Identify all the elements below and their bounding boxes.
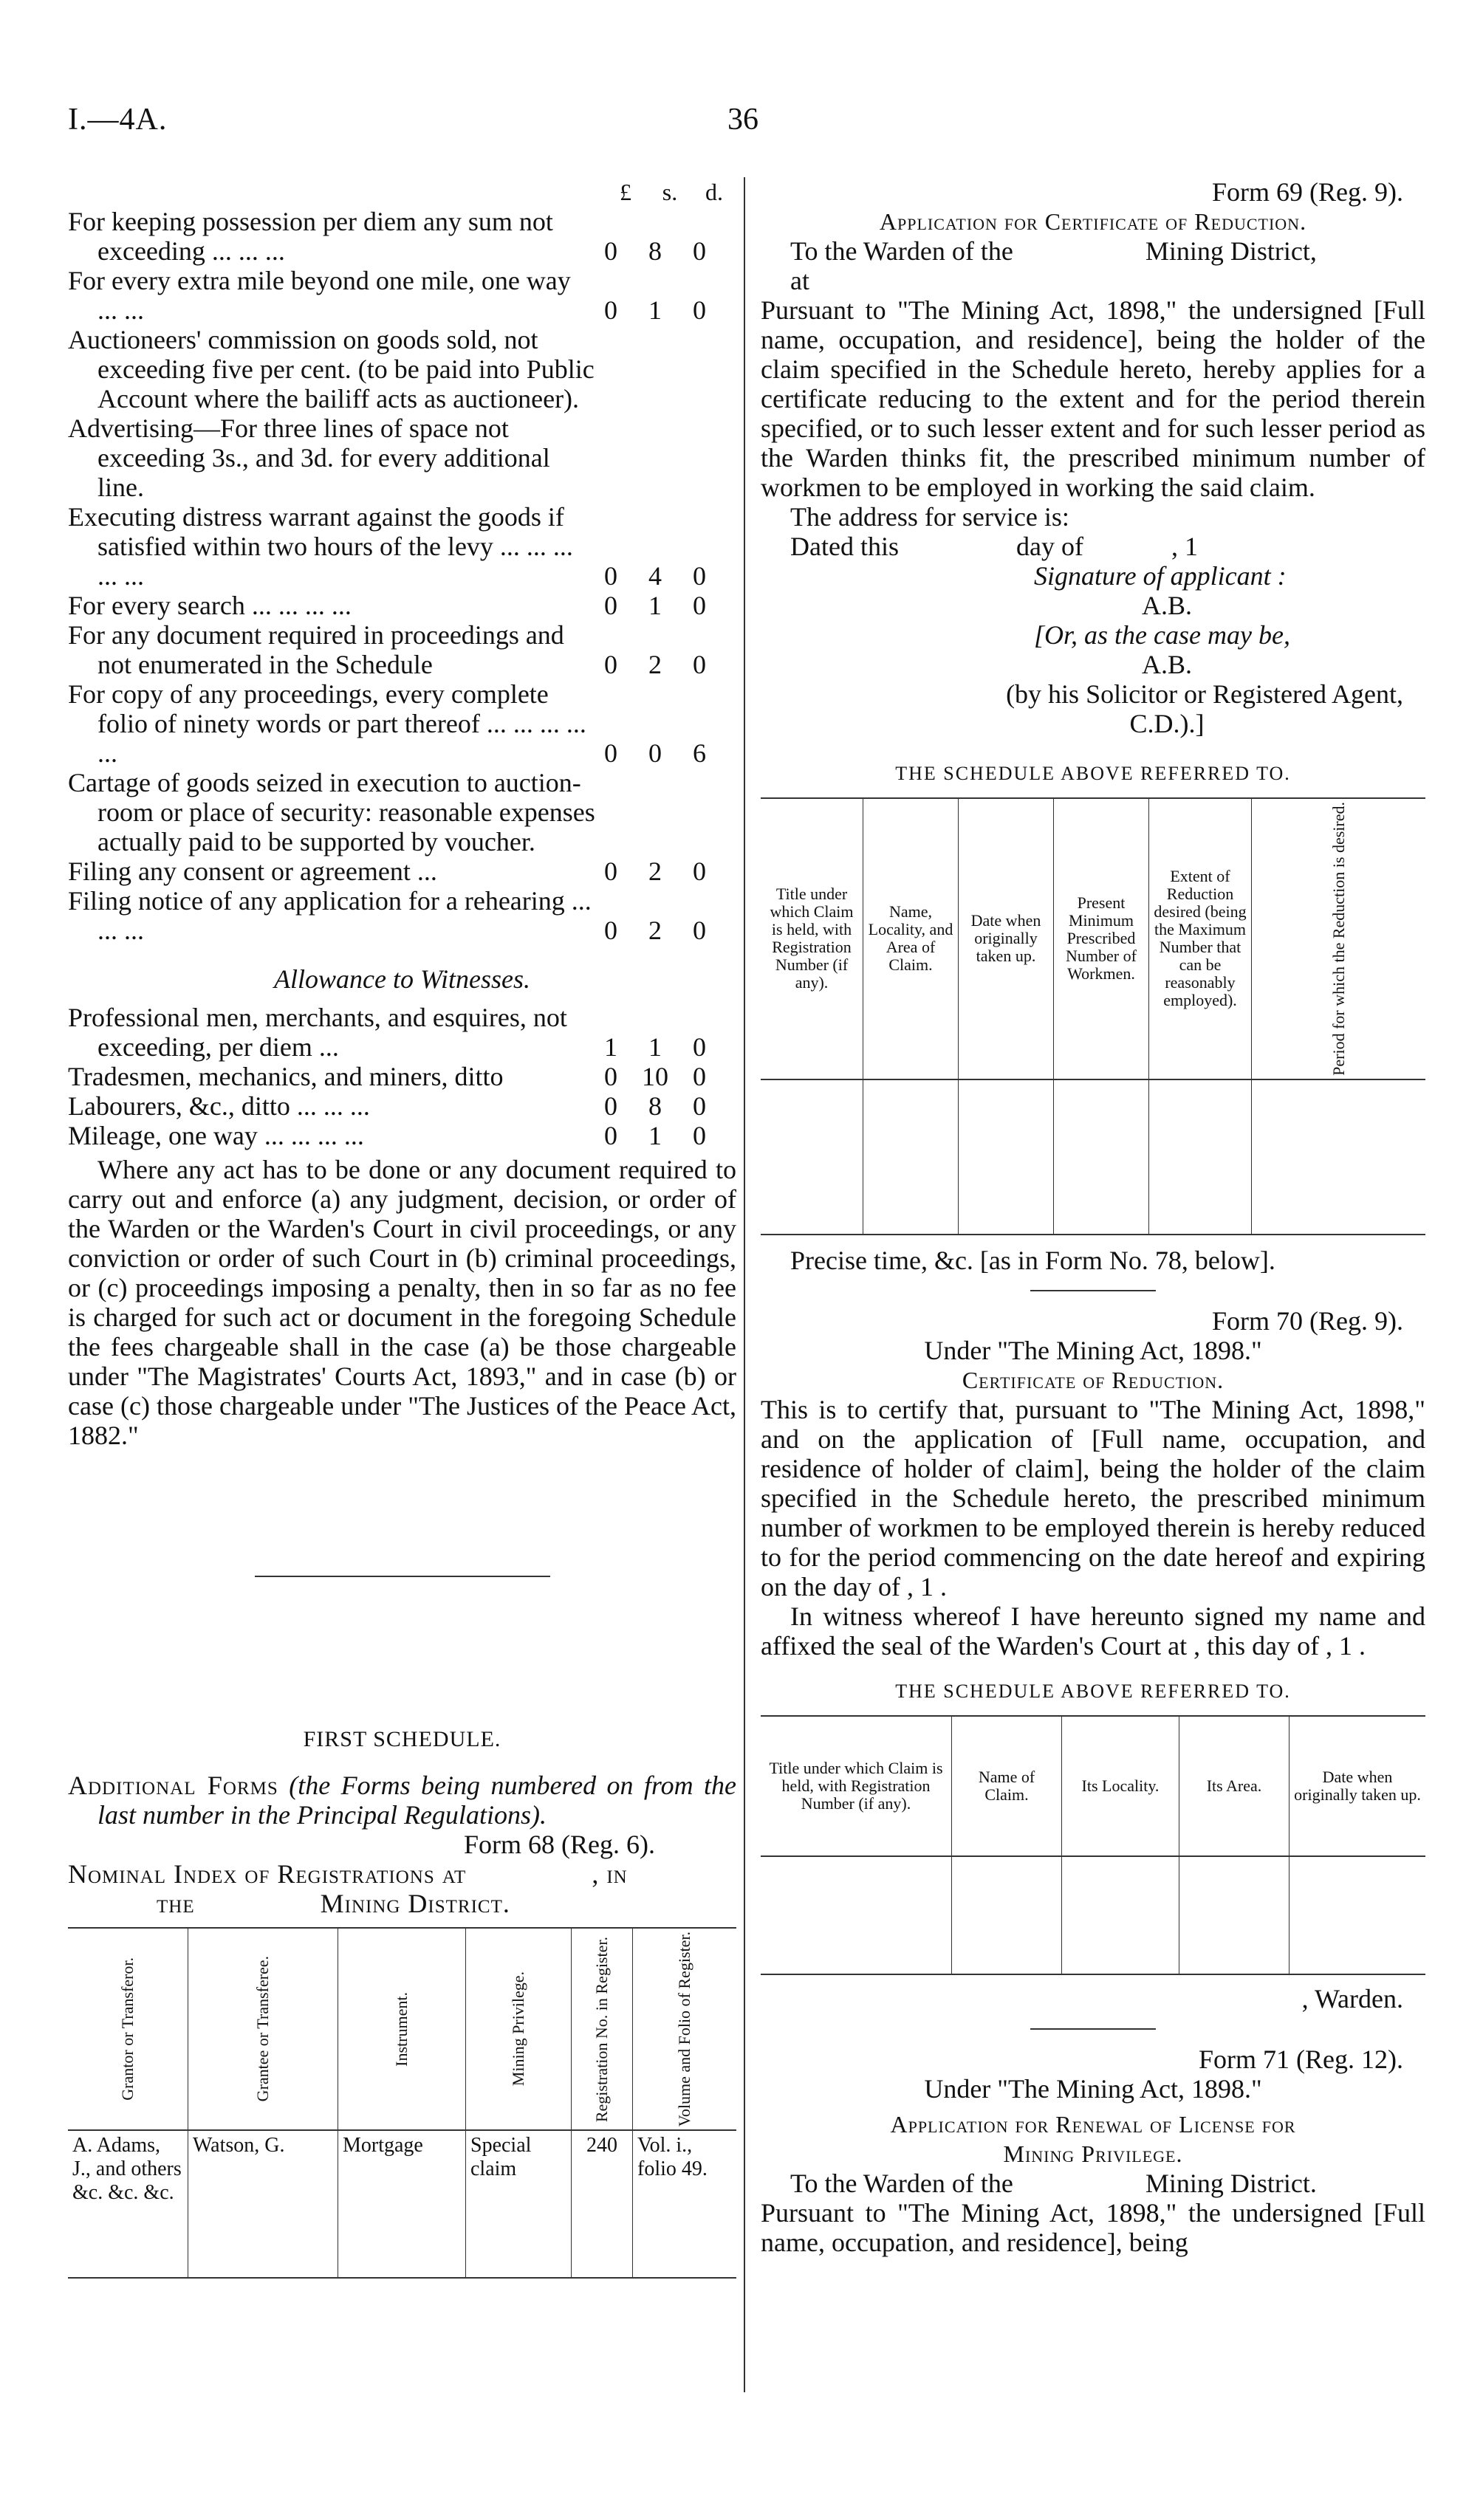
form68-cell-grantor: A. Adams, J., and others &c. &c. &c. [68,2130,188,2278]
form68-cell-grantee: Watson, G. [188,2130,338,2278]
form69-title: Application for Certificate of Reduction. [879,208,1307,235]
form68-col-privilege: Mining Privilege. [509,1971,527,2087]
fee-item [68,502,736,591]
form68-col-volume: Volume and Folio of Register. [675,1932,693,2127]
left-column [68,177,736,2279]
fee-item-text: Advertising—For three lines of space not exceeding 3s., and 3d. for every additional line. [68,413,550,502]
form70-body: This is to certify that, pursuant to "The Mining Act, 1898," and on the application of [Full name, occupation, and residence of holder of claim], being the holder of the claim specified in the Schedule hereto, the prescribed minimum number of workmen to be employed therein is hereby reduced to for the period commencing on the date hereof and expiring on the day of , 1 . [761,1394,1425,1601]
fee-item-text: For every extra mile beyond one mile, one way ... ... [68,266,571,325]
form68-title-line2: the Mining District. [157,1889,510,1918]
fee-item [68,620,736,679]
witness-fee-item-amount [603,1091,736,1121]
form69-col-extent: Extent of Reduction desired (being the Maximum Number that can be reasonably employed). [1149,798,1252,1079]
form71-under: Under "The Mining Act, 1898." [924,2073,1262,2104]
fee-item-text: Auctioneers' commission on goods sold, not exceeding five per cent. (to be paid into Public Account where the bailiff acts as auctioneer). [68,325,595,413]
form68-title: Nominal Index of Registrations at , in [68,1859,628,1889]
fee-amount-d: 0 [693,650,706,679]
fee-item-text: For every search ... ... ... ... [68,591,352,620]
witness-fee-amount-d: 0 [693,1032,706,1062]
fee-amount-d: 6 [693,738,706,768]
form70-table [761,1715,1425,1975]
witnesses-title: Allowance to Witnesses. [274,964,530,994]
witness-fee-amount-l: 0 [604,1121,617,1150]
pence-label: d. [705,179,723,205]
fee-item [68,266,736,325]
witness-fee-item-text: Professional men, merchants, and esquires, not exceeding, per diem ... [68,1003,567,1062]
witness-fee-amount-l: 0 [604,1091,617,1121]
witness-fee-amount-d: 0 [693,1091,706,1121]
fee-item-text: For any document required in proceedings and not enumerated in the Schedule [68,620,564,679]
form70-warden: , Warden. [1301,1983,1403,2013]
form69-address: The address for service is: [790,502,1069,532]
form-rule-2 [1030,2028,1156,2030]
witness-fee-item-amount [603,1062,736,1091]
form68-cell-registration: 240 [572,2130,633,2278]
witness-fee-item-text: Tradesmen, mechanics, and miners, ditto [68,1062,504,1091]
form71-title-b: Mining Privilege. [1003,2140,1183,2167]
pounds-label: £ [620,179,631,205]
form68-col-instrument: Instrument. [392,1991,411,2067]
witness-fee-item-amount [603,1121,736,1150]
form71-title-a: Application for Renewal of License for [890,2110,1296,2138]
form69-dated: Dated this day of , 1 [790,532,1198,561]
fee-amount-s: 0 [648,738,662,768]
witness-fee-amount-l: 0 [604,1062,617,1091]
fee-item [68,768,736,856]
fee-item [68,856,736,886]
form-rule [1030,1290,1156,1291]
document-reference: I.—4A. [68,103,168,137]
form69-ab2: A.B. [1141,650,1192,679]
witness-fee-amount-s: 1 [648,1121,662,1150]
fee-amount-d: 0 [693,856,706,886]
fee-amount-s: 2 [648,856,662,886]
witness-fee-list [68,1003,736,1150]
form69-solicitor: (by his Solicitor or Registered Agent, [1006,679,1403,709]
form69-table [761,797,1425,1235]
witness-fee-amount-d: 0 [693,1121,706,1150]
form70-ref: Form 70 (Reg. 9). [1212,1305,1403,1336]
form71-to-line: To the Warden of the Mining District. [790,2168,1317,2198]
form70-title: Certificate of Reduction. [962,1366,1225,1393]
form69-or-case: [Or, as the case may be, [1034,620,1290,650]
form69-signature: Signature of applicant : [1034,561,1287,591]
fee-amount-d: 0 [693,561,706,591]
fee-item-text: Filing notice of any application for a rehearing ... ... ... [68,886,592,945]
fee-item-amount [603,916,736,945]
first-schedule-title: FIRST SCHEDULE. [303,1727,501,1751]
witness-fee-item-amount [603,1032,736,1062]
fees-note: Where any act has to be done or any document required to carry out and enforce (a) any judgment, decision, or order of the Warden or the Warden's Court in civil proceedings, or any conviction or order of such Court in (b) criminal proceedings, or (c) proceedings imposing a penalty, then in so far as no fee is charged for such act or document in the foregoing Schedule the fees chargeable shall in the case (a) be those chargeable under "The Magistrates' Courts Act, 1893," and in case (b) or case (c) those chargeable under "The Justices of the Peace Act, 1882." [68,1155,736,1450]
form69-cd: C.D.).] [1129,709,1205,738]
fee-item [68,325,736,413]
fee-list [68,207,736,945]
fee-item-text: Cartage of goods seized in execution to auction-room or place of security: reasonable expenses actually paid to be supported by voucher. [68,768,595,856]
fee-item [68,413,736,502]
fee-item-amount [603,236,736,266]
form68-cell-privilege: Special claim [466,2130,572,2278]
form68-table [68,1927,736,2279]
witness-fee-item-text: Labourers, &c., ditto ... ... ... [68,1091,370,1121]
form70-col-area: Its Area. [1179,1716,1290,1856]
fee-amount-l: 0 [604,738,617,768]
form69-to-line: To the Warden of the Mining District, [790,236,1317,266]
witness-fee-amount-d: 0 [693,1062,706,1091]
fee-amount-d: 0 [693,236,706,266]
fee-item [68,679,736,768]
witness-fee-amount-s: 10 [642,1062,668,1091]
form68-col-grantor: Grantor or Transferor. [118,1957,137,2101]
witness-fee-item [68,1003,736,1062]
witness-fee-item [68,1091,736,1121]
form69-body: Pursuant to "The Mining Act, 1898," the undersigned [Full name, occupation, and residence], being the holder of the claim specified in the Schedule hereto, hereby applies for a certificate reducing to the extent and for the period therein specified, or to such lesser extent and for such lesser period as the Warden thinks fit, the prescribed minimum number of workmen to be employed in working the said claim. [761,295,1425,502]
form70-col-name: Name of Claim. [952,1716,1062,1856]
form71-body: Pursuant to "The Mining Act, 1898," the undersigned [Full name, occupation, and residence], being [761,2197,1425,2257]
form70-col-title: Title under which Claim is held, with Registration Number (if any). [761,1716,952,1856]
form71-ref: Form 71 (Reg. 12). [1199,2044,1403,2074]
form69-schedule-head: THE SCHEDULE ABOVE REFERRED TO. [895,763,1291,784]
fee-item-amount [603,295,736,325]
fee-amount-s: 4 [648,561,662,591]
fee-amount-d: 0 [693,916,706,945]
form69-ab: A.B. [1141,591,1192,620]
witness-fee-amount-s: 8 [648,1091,662,1121]
form68-col-registration: Registration No. in Register. [592,1936,611,2122]
column-divider [744,177,745,2392]
fee-amount-d: 0 [693,295,706,325]
form69-col-name: Name, Locality, and Area of Claim. [863,798,959,1079]
form69-col-date: Date when originally taken up. [959,798,1054,1079]
witness-fee-amount-l: 1 [604,1032,617,1062]
fee-amount-l: 0 [604,295,617,325]
form68-col-grantee: Grantee or Transferee. [253,1956,272,2102]
form70-col-locality: Its Locality. [1062,1716,1179,1856]
form69-precise: Precise time, &c. [as in Form No. 78, below]. [790,1245,1275,1275]
fee-item [68,591,736,620]
form70-col-date: Date when originally taken up. [1290,1716,1426,1856]
fee-amount-l: 0 [604,916,617,945]
fee-item-amount [603,738,736,768]
form69-col-title: Title under which Claim is held, with Registration Number (if any). [761,798,863,1079]
fee-item-amount [603,856,736,886]
fee-item-text: For copy of any proceedings, every complete folio of ninety words or part thereof ... ... ... ... ... [68,679,586,768]
witness-fee-amount-s: 1 [648,1032,662,1062]
fee-item-amount [603,650,736,679]
fee-amount-s: 8 [648,236,662,266]
form69-at: at [790,266,809,295]
page-number: 36 [727,103,758,137]
form70-witness: In witness whereof I have hereunto signed my name and affixed the seal of the Warden's Court at , this day of , 1 . [761,1601,1425,1661]
witness-fee-item-text: Mileage, one way ... ... ... ... [68,1121,364,1150]
currency-header [68,177,736,207]
right-column [761,177,1425,2257]
fee-amount-s: 2 [648,916,662,945]
fee-amount-l: 0 [604,856,617,886]
fee-amount-l: 0 [604,561,617,591]
fee-item-amount [603,591,736,620]
witness-fee-item [68,1121,736,1150]
form69-ref: Form 69 (Reg. 9). [1212,177,1403,207]
form69-col-period: Period for which the Reduction is desired. [1329,802,1348,1076]
fee-item-amount [603,561,736,591]
fee-amount-l: 0 [604,236,617,266]
form68-ref: Form 68 (Reg. 6). [464,1830,655,1859]
fee-amount-s: 1 [648,591,662,620]
form68-cell-instrument: Mortgage [338,2130,466,2278]
form70-schedule-head: THE SCHEDULE ABOVE REFERRED TO. [895,1680,1291,1702]
form69-col-present: Present Minimum Prescribed Number of Workmen. [1054,798,1149,1079]
fee-item-text: For keeping possession per diem any sum not exceeding ... ... ... [68,207,553,266]
fee-item-text: Filing any consent or agreement ... [68,856,437,886]
fee-amount-d: 0 [693,591,706,620]
first-schedule-intro: Additional Forms (the Forms being numbered on from the last number in the Principal Regulations). [68,1771,737,1830]
fee-amount-l: 0 [604,650,617,679]
shillings-label: s. [662,179,678,205]
fee-item [68,886,736,945]
witness-fee-item [68,1062,736,1091]
fee-amount-s: 1 [648,295,662,325]
fee-amount-l: 0 [604,591,617,620]
fee-amount-s: 2 [648,650,662,679]
form70-under: Under "The Mining Act, 1898." [924,1335,1262,1365]
fee-item-text: Executing distress warrant against the goods if satisfied within two hours of the levy ... ... ... ... ... [68,502,573,591]
form68-cell-volume: Vol. i., folio 49. [633,2130,737,2278]
fee-item [68,207,736,266]
